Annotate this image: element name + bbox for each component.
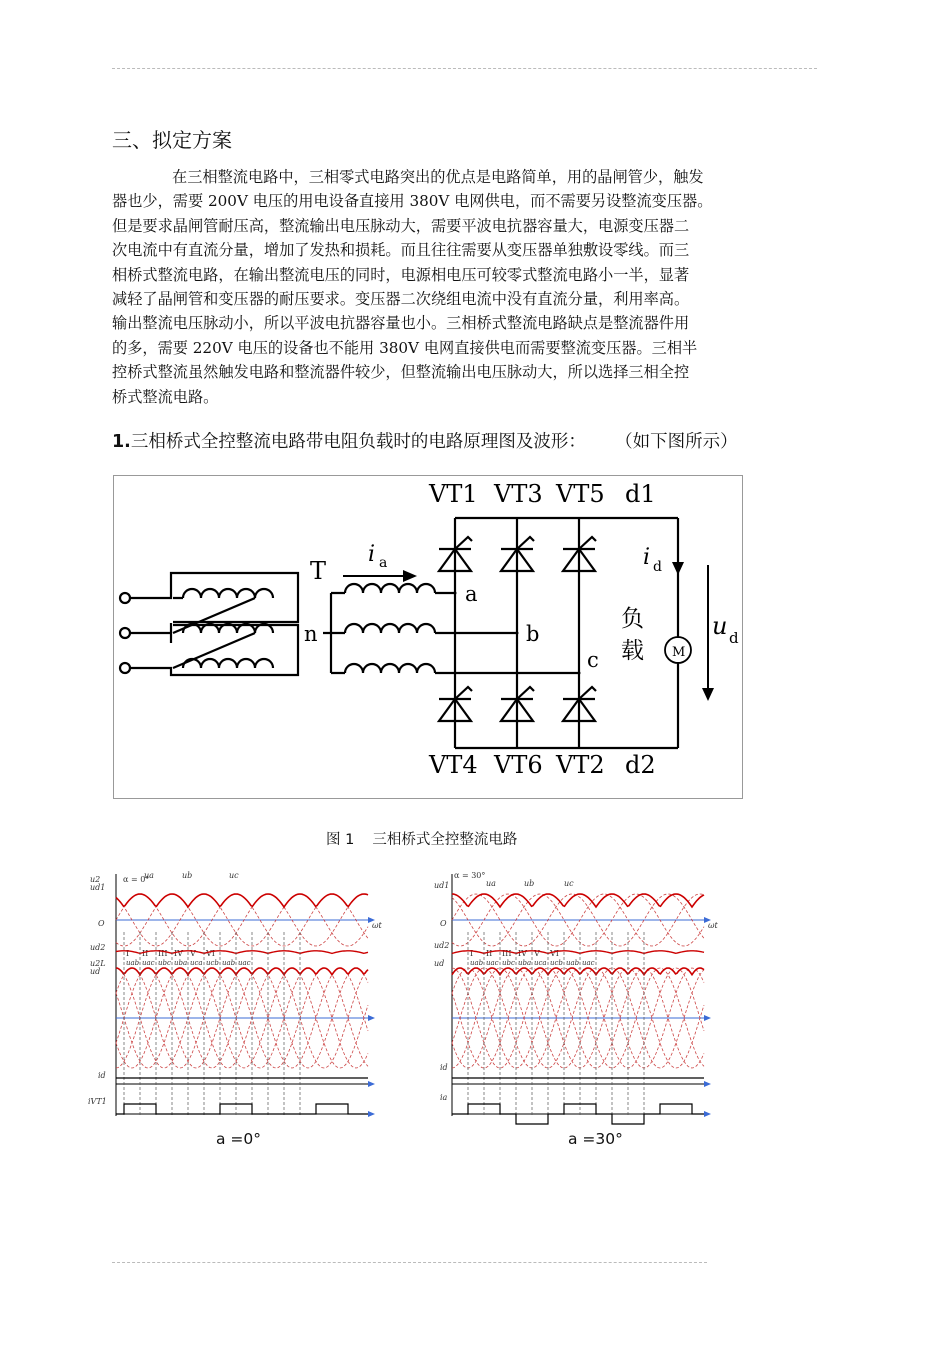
paragraph-line: 桥式整流电路。 xyxy=(112,387,219,406)
motor-label: M xyxy=(672,645,686,660)
d2-label: d2 xyxy=(625,751,656,779)
paragraph-line: 的多，需要 220V 电压的设备也不能用 380V 电网直接供电而需要整流变压器。三相半 xyxy=(112,338,698,357)
figure-caption xyxy=(326,828,517,849)
phase-a-label: a xyxy=(465,582,478,606)
line-voltage-label: uac xyxy=(238,959,251,967)
phase-ua-label: ua xyxy=(486,879,496,888)
alpha-label: α = 30° xyxy=(454,871,486,880)
waveform-label-alpha-0: a =0° xyxy=(216,1130,262,1148)
section-numeral: VI xyxy=(550,949,559,958)
line-voltage-label: uba xyxy=(518,959,532,967)
upper-envelope xyxy=(452,894,704,907)
waveform-alpha-30 xyxy=(432,868,722,1130)
line-voltage-label: uba xyxy=(174,959,188,967)
section-numeral: V xyxy=(190,949,196,958)
circuit-diagram xyxy=(113,475,743,799)
section-numeral: III xyxy=(502,949,512,958)
subheading-text: 三相桥式全控整流电路带电阻负载时的电路原理图及波形： xyxy=(130,432,586,452)
paragraph-line: 相桥式整流电路，在输出整流电压的同时，电源相电压可较零式整流电路小一半，显著 xyxy=(112,265,690,284)
load-voltage-sub: d xyxy=(729,629,739,647)
line-voltage-label: ucb xyxy=(550,959,563,967)
figure-title: 三相桥式全控整流电路 xyxy=(372,832,518,848)
axis-label-ud2: ud2 xyxy=(90,943,106,952)
section-numeral: II xyxy=(486,949,493,958)
subheading-number: 1. xyxy=(112,432,131,452)
alpha-label: α = 0° xyxy=(123,875,150,884)
line-voltage-label: ubc xyxy=(502,959,515,967)
omega-t-label: ωt xyxy=(372,921,382,930)
transformer-label: T xyxy=(310,557,327,585)
paragraph-line: 减轻了晶闸管和变压器的耐压要求。变压器二次绕组电流中没有直流分量，利用率高。 xyxy=(112,290,690,309)
vt4-label: VT4 xyxy=(429,751,478,779)
axis-label-ud: ud xyxy=(434,959,445,968)
current-ia-sub: a xyxy=(379,555,388,571)
phase-b-label: b xyxy=(526,622,540,646)
origin-label: O xyxy=(440,919,447,928)
footer-rule xyxy=(112,1262,707,1263)
line-voltage-label: uab xyxy=(222,959,236,967)
load-current-label: i xyxy=(643,545,651,570)
vt6-label: VT6 xyxy=(494,751,543,779)
current-pulses xyxy=(116,1104,368,1114)
paragraph-line: 器也少，需要 200V 电压的用电设备直接用 380V 电网供电，而不需要另设整流变压器。 xyxy=(112,192,713,211)
paragraph-line: 次电流中有直流分量，增加了发热和损耗。而且往往需要从变压器单独敷设零线。而三 xyxy=(112,241,690,260)
omega-t-label: ωt xyxy=(708,921,718,930)
id-axis-arrow xyxy=(704,1081,711,1087)
axis-label-ud2: ud2 xyxy=(434,941,450,950)
section-title: 三、拟定方案 xyxy=(112,128,232,152)
line-axis-arrow xyxy=(704,1015,711,1021)
ivt-axis-arrow xyxy=(704,1111,711,1117)
section-numeral: IV xyxy=(518,949,527,958)
load-text-1: 负 xyxy=(621,606,644,632)
phase-ub-label: ub xyxy=(524,879,535,888)
subheading-note: （如下图所示） xyxy=(623,432,738,452)
phase-uc-label: uc xyxy=(229,871,239,880)
line-voltage-label: uab xyxy=(126,959,140,967)
line-voltage-label: uca xyxy=(190,959,203,967)
subheading xyxy=(112,428,738,453)
section-numeral: I xyxy=(126,949,130,958)
axis-label-u2: u2 xyxy=(90,875,101,884)
axis-label-ud1: ud1 xyxy=(90,883,106,892)
section-numeral: V xyxy=(534,949,540,958)
vt1-label: VT1 xyxy=(429,480,478,508)
current-ia-label: i xyxy=(368,542,376,567)
axis-label-id: id xyxy=(98,1071,106,1080)
section-numeral: III xyxy=(158,949,168,958)
phase-ua-label: ua xyxy=(144,871,154,880)
vt2-label: VT2 xyxy=(556,751,605,779)
section-numeral: II xyxy=(142,949,149,958)
section-numeral: VI xyxy=(206,949,215,958)
d1-label: d1 xyxy=(625,480,656,508)
line-voltage-label: ucb xyxy=(206,959,219,967)
axis-label-ud1: ud1 xyxy=(434,881,450,890)
paragraph-line: 在三相整流电路中，三相零式电路突出的优点是电路简单，用的晶闸管少，触发 xyxy=(172,168,704,186)
vt3-label: VT3 xyxy=(494,480,543,508)
upper-envelope xyxy=(116,894,368,907)
load-voltage-label: u xyxy=(712,612,728,640)
origin-label: O xyxy=(98,919,105,928)
id-axis-arrow xyxy=(368,1081,375,1087)
axis-label-ud: ud xyxy=(90,967,101,976)
neutral-label: n xyxy=(304,622,318,646)
axis-label-ia: ia xyxy=(440,1093,448,1102)
axis-label-id: id xyxy=(440,1063,448,1072)
paragraph-line: 输出整流电压脉动小，所以平波电抗器容量也小。三相桥式整流电路缺点是整流器件用 xyxy=(112,314,690,333)
paragraph-line: 控桥式整流虽然触发电路和整流器件较少，但整流输出电压脉动大，所以选择三相全控 xyxy=(112,363,690,382)
phase-ub-label: ub xyxy=(182,871,193,880)
line-axis-arrow xyxy=(368,1015,375,1021)
lower-envelope xyxy=(116,951,368,954)
body-paragraph xyxy=(112,165,822,409)
ivt-axis-arrow xyxy=(368,1111,375,1117)
line-voltage-label: uac xyxy=(486,959,499,967)
line-voltage-label: ubc xyxy=(158,959,171,967)
waveform-label-alpha-30: a =30° xyxy=(568,1130,623,1148)
line-voltage-label: uab xyxy=(566,959,580,967)
load-text-2: 载 xyxy=(621,638,644,664)
axis-label-ivt1: iVT1 xyxy=(88,1097,107,1106)
vt5-label: VT5 xyxy=(556,480,605,508)
line-voltage-label: uac xyxy=(142,959,155,967)
phase-c-label: c xyxy=(587,648,599,672)
waveform-alpha-0 xyxy=(86,868,386,1130)
section-numeral: I xyxy=(470,949,474,958)
line-voltage-label: uca xyxy=(534,959,547,967)
header-rule xyxy=(112,68,817,69)
ud-envelope xyxy=(116,968,368,975)
line-voltage-label: uab xyxy=(470,959,484,967)
phase-uc-label: uc xyxy=(564,879,574,888)
axis-label-u2l: u2L xyxy=(90,959,106,968)
section-numeral: IV xyxy=(174,949,183,958)
line-voltage-label: uac xyxy=(582,959,595,967)
figure-number: 图 1 xyxy=(326,832,355,848)
load-current-sub: d xyxy=(653,559,662,575)
paragraph-line: 但是要求晶闸管耐压高，整流输出电压脉动大，需要平波电抗器容量大，电源变压器二 xyxy=(112,216,690,235)
